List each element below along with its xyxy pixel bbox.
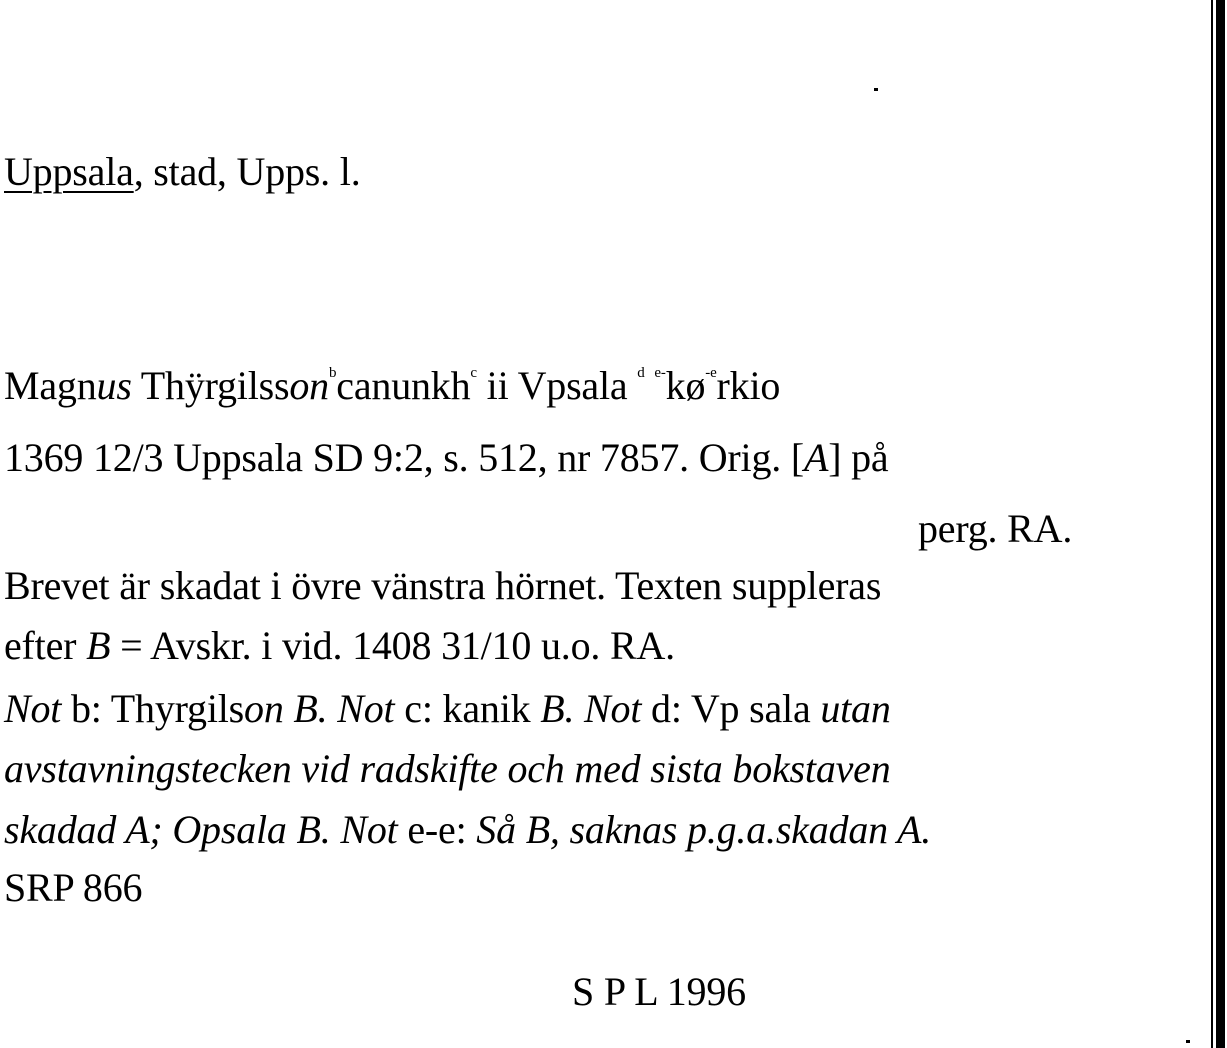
source-continuation: perg. RA. [918, 506, 1073, 551]
source-text-italic: A [803, 435, 829, 480]
card-edge-line [1211, 0, 1213, 1048]
note-text-italic: skadad A; Opsala B. Not [4, 807, 398, 852]
entry-text-italic: us [96, 363, 132, 408]
note-text-italic: Så B, saknas p.g.a.skadan A. [476, 807, 932, 852]
entry-text: kø [665, 363, 706, 408]
note-text-italic: B [86, 623, 111, 668]
source-line [4, 434, 888, 482]
entry-text: rkio [716, 363, 781, 408]
note-text: c: kanik [394, 686, 541, 731]
entry-text: canunkh [336, 363, 471, 408]
scan-speck [874, 88, 878, 91]
note-text-italic: utan [820, 686, 891, 731]
place-details: , stad, Upps. l. [133, 149, 361, 194]
note-text: b: Thyrgils [61, 686, 245, 731]
entry-text: Magn [4, 363, 97, 408]
note-text-italic: Not [4, 686, 62, 731]
note-marker: c [470, 365, 477, 381]
note-marker: e- [654, 365, 666, 381]
note-text: efter [4, 623, 87, 668]
source-text: ] på [828, 435, 889, 480]
entry-line [4, 362, 780, 410]
scan-speck [1186, 1040, 1190, 1043]
reference-code: SRP 866 [4, 865, 143, 910]
signature: S P L 1996 [572, 969, 746, 1014]
note-marker: -e [705, 365, 717, 381]
place-name: Uppsala [4, 149, 134, 194]
note-text-italic: on B. Not [244, 686, 395, 731]
card-edge [1216, 0, 1225, 1048]
note-text: = Avskr. i vid. 1408 31/10 u.o. RA. [110, 623, 675, 668]
note-marker: d [637, 365, 645, 381]
note-line-2 [4, 622, 675, 670]
note-line-3 [4, 685, 891, 733]
source-text: 1369 12/3 Uppsala SD 9:2, s. 512, nr 7857. Orig. [ [4, 435, 804, 480]
note-line-1: Brevet är skadat i övre vänstra hörnet. Texten suppleras [4, 563, 882, 608]
entry-text-italic: on [289, 363, 329, 408]
place-heading [4, 148, 361, 196]
note-marker: b [328, 365, 337, 381]
note-line-5 [4, 806, 931, 854]
note-text: d: Vp sala [641, 686, 821, 731]
note-text: e-e: [397, 807, 477, 852]
note-text-italic: B. Not [540, 686, 642, 731]
entry-text: Thÿrgilss [131, 363, 290, 408]
entry-text: ii Vpsala [476, 363, 628, 408]
note-line-4: avstavningstecken vid radskifte och med sista bokstaven [4, 746, 891, 791]
